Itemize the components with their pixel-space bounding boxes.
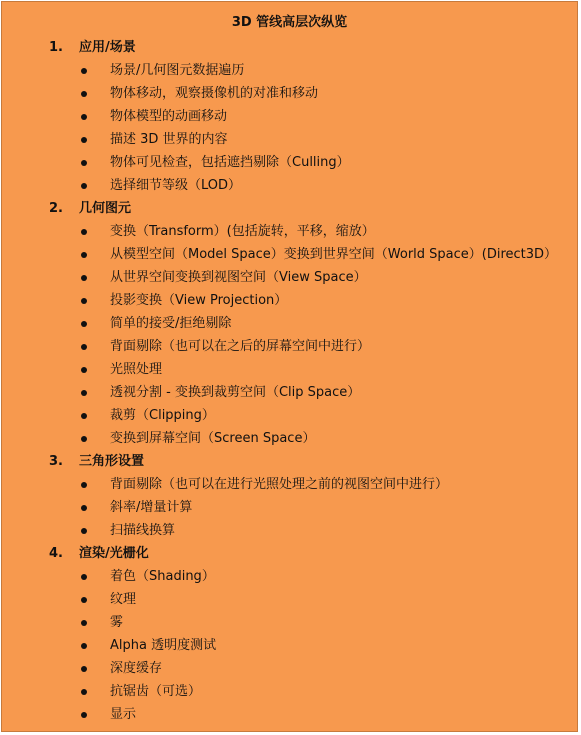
bullet-icon — [81, 275, 87, 281]
list-item-text: 描述 3D 世界的内容 — [110, 132, 228, 147]
list-item-text: 物体可见检查，包括遮挡剔除（Culling） — [110, 155, 350, 170]
list-item-text: 简单的接受/拒绝剔除 — [110, 316, 232, 331]
bullet-icon — [81, 390, 87, 396]
pipeline-outline — [2, 39, 577, 729]
bullet-icon — [81, 528, 87, 534]
section-number: 4. — [49, 546, 63, 561]
list-item — [2, 614, 577, 637]
bullet-icon — [81, 436, 87, 442]
list-item — [2, 177, 577, 200]
list-item-text: 背面剔除（也可以在之后的屏幕空间中进行） — [110, 339, 371, 354]
section-heading — [2, 39, 577, 62]
bullet-icon — [81, 321, 87, 327]
list-item — [2, 591, 577, 614]
bullet-icon — [81, 252, 87, 258]
section-number: 2. — [49, 201, 63, 216]
bullet-icon — [81, 712, 87, 718]
list-item-text: 雾 — [110, 615, 124, 630]
bullet-icon — [81, 91, 87, 97]
section-number: 1. — [49, 40, 63, 55]
bullet-icon — [81, 620, 87, 626]
list-item — [2, 683, 577, 706]
list-item — [2, 108, 577, 131]
bullet-icon — [81, 183, 87, 189]
page-title: 3D 管线高层次纵览 — [231, 15, 348, 30]
bullet-icon — [81, 114, 87, 120]
section-heading — [2, 200, 577, 223]
list-item-text: 透视分割 - 变换到裁剪空间（Clip Space） — [110, 385, 361, 400]
list-item-text: 光照处理 — [110, 362, 163, 377]
bullet-icon — [81, 505, 87, 511]
list-item-text: 扫描线换算 — [110, 523, 176, 538]
list-item — [2, 246, 577, 269]
bullet-icon — [81, 643, 87, 649]
list-item-text: 场景/几何图元数据遍历 — [110, 63, 245, 78]
bullet-icon — [81, 229, 87, 235]
list-item — [2, 131, 577, 154]
list-item-text: 从世界空间变换到视图空间（View Space） — [110, 270, 367, 285]
list-item — [2, 706, 577, 729]
list-item-text: 投影变换（View Projection） — [110, 293, 288, 308]
bullet-icon — [81, 666, 87, 672]
section-title: 应用/场景 — [79, 40, 136, 55]
section-heading — [2, 453, 577, 476]
list-item — [2, 269, 577, 292]
list-item-text: 裁剪（Clipping） — [110, 408, 215, 423]
bullet-icon — [81, 137, 87, 143]
list-item — [2, 154, 577, 177]
bullet-icon — [81, 482, 87, 488]
list-item-text: 显示 — [110, 707, 137, 722]
list-item — [2, 476, 577, 499]
list-item-text: 深度缓存 — [110, 661, 163, 676]
list-item-text: 纹理 — [110, 592, 137, 607]
list-item — [2, 292, 577, 315]
list-item-text: 变换到屏幕空间（Screen Space） — [110, 431, 316, 446]
list-item-text: 背面剔除（也可以在进行光照处理之前的视图空间中进行） — [110, 477, 449, 492]
list-item — [2, 637, 577, 660]
bullet-icon — [81, 298, 87, 304]
list-item-text: 抗锯齿（可选） — [110, 684, 202, 699]
bullet-icon — [81, 68, 87, 74]
list-item-text: 物体模型的动画移动 — [110, 109, 228, 124]
pipeline-overview-panel — [1, 1, 578, 732]
section-heading — [2, 545, 577, 568]
bullet-icon — [81, 344, 87, 350]
list-item-text: 从模型空间（Model Space）变换到世界空间（World Space）(Direct3D） — [110, 247, 558, 262]
list-item — [2, 568, 577, 591]
bullet-icon — [81, 574, 87, 580]
list-item-text: 变换（Transform）(包括旋转，平移，缩放） — [110, 224, 375, 239]
section-number: 3. — [49, 454, 63, 469]
list-item — [2, 499, 577, 522]
list-item-text: 着色（Shading） — [110, 569, 215, 584]
list-item — [2, 384, 577, 407]
list-item — [2, 430, 577, 453]
list-item-text: Alpha 透明度测试 — [110, 638, 217, 653]
bullet-icon — [81, 367, 87, 373]
list-item — [2, 62, 577, 85]
list-item — [2, 315, 577, 338]
bullet-icon — [81, 413, 87, 419]
list-item — [2, 407, 577, 430]
list-item — [2, 338, 577, 361]
list-item — [2, 522, 577, 545]
list-item — [2, 223, 577, 246]
list-item — [2, 85, 577, 108]
section-title: 三角形设置 — [79, 454, 145, 469]
bullet-icon — [81, 689, 87, 695]
list-item — [2, 660, 577, 683]
list-item-text: 选择细节等级（LOD） — [110, 178, 242, 193]
bullet-icon — [81, 160, 87, 166]
list-item-text: 物体移动，观察摄像机的对准和移动 — [110, 86, 319, 101]
bullet-icon — [81, 597, 87, 603]
section-title: 几何图元 — [79, 201, 132, 216]
list-item-text: 斜率/增量计算 — [110, 500, 193, 515]
section-title: 渲染/光栅化 — [79, 546, 149, 561]
list-item — [2, 361, 577, 384]
